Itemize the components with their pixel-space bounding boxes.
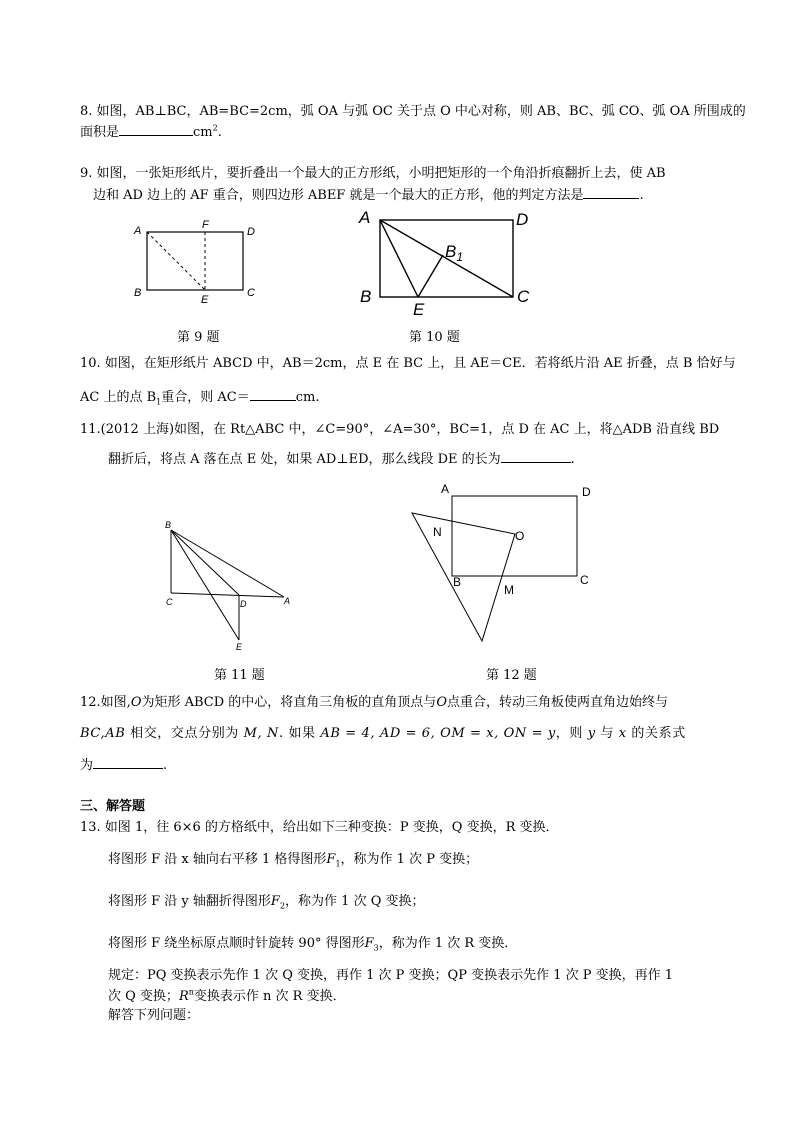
q8-line2-text: 面积是 — [80, 125, 120, 140]
q13-rn-sup: n — [188, 987, 194, 997]
q12-O1: O — [130, 695, 142, 710]
q13-rule2-post: 变换表示作 n 次 R 变换． — [193, 989, 346, 1004]
figure-11 — [160, 518, 295, 658]
q13-q-text: 将图形 F 沿 y 轴翻折得图形 — [108, 894, 271, 909]
q13-r-text: 将图形 F 绕坐标原点顺时针旋转 90° 得图形 — [108, 936, 365, 951]
q13-p-post: ，称为作 1 次 P 变换； — [340, 852, 479, 867]
fig9-label-C: C — [247, 287, 255, 299]
q12-text1: 为矩形 ABCD 的中心，将直角三角板的直角顶点与 — [141, 695, 437, 710]
q12-text3: 相交，交点分别为 — [125, 726, 244, 741]
figure-9 — [130, 218, 265, 308]
fig9-caption: 第 9 题 — [177, 330, 220, 345]
q13-r-post: ，称为作 1 次 R 变换． — [378, 936, 518, 951]
q12-line3 — [80, 754, 167, 773]
q10-line1: 10. 如图，在矩形纸片 ABCD 中，AB＝2cm，点 E 在 BC 上，且 AE＝CE．若将纸片沿 AE 折叠，点 B 恰好与 — [80, 356, 736, 371]
q8-line2 — [80, 121, 222, 140]
fig9-label-B: B — [134, 287, 142, 299]
q12-mn: M, N — [243, 726, 279, 741]
q9-answer-blank[interactable] — [583, 186, 639, 199]
fig10-caption: 第 10 题 — [409, 330, 460, 345]
q12-text7: 的关系式 — [626, 726, 686, 741]
q12-text4: . 如果 — [278, 726, 321, 741]
fig12-label-O: O — [515, 529, 525, 543]
fig10-label-A: A — [359, 208, 371, 227]
q13-f2: F — [270, 894, 280, 909]
fig10-label-D: D — [516, 210, 529, 229]
fig10-label-B1-letter: B — [445, 242, 457, 261]
q12-end: . — [163, 758, 168, 773]
q9-line2-text: 边和 AD 边上的 AF 重合，则四边形 ABEF 就是一个最大的正方形，他的判定方法是 — [93, 188, 584, 203]
fig9-label-A: A — [134, 225, 142, 237]
q12-answer-blank[interactable] — [93, 756, 163, 769]
q11-line1: 11.(2012 上海)如图，在 Rt△ABC 中，∠C=90°，∠A=30°，BC=1，点 D 在 AC 上，将△ADB 沿直线 BD — [80, 422, 720, 437]
q9-line2 — [93, 184, 644, 203]
figure-12 — [400, 478, 600, 648]
q9-line1: 9. 如图，一张矩形纸片，要折叠出一个最大的正方形纸，小明把矩形的一个角沿折痕翻折上去，使 AB — [80, 166, 666, 181]
fig9-label-D: D — [247, 226, 255, 238]
fig10-label-C: C — [517, 287, 530, 306]
q11-line2-text: 翻折后，将点 A 落在点 E 处，如果 AD⊥ED，那么线段 DE 的长为 — [108, 452, 501, 467]
q12-text6: 与 — [595, 726, 619, 741]
q10-line2-end: cm. — [295, 390, 320, 405]
q13-r-transform — [108, 932, 517, 953]
q8-unit-sup: 2 — [212, 123, 218, 133]
q13-f2-sub: 2 — [279, 901, 286, 911]
q13-f3-sub: 3 — [373, 943, 379, 953]
fig11-label-B: B — [165, 520, 172, 530]
fig9-label-E: E — [201, 294, 209, 306]
q12-text2: 点重合，转动三角板使两直角边始终与 — [446, 695, 668, 710]
q13-f1: F — [326, 852, 336, 867]
q13-p-text: 将图形 F 沿 x 轴向右平移 1 格得图形 — [108, 852, 327, 867]
fig11-caption: 第 11 题 — [214, 668, 265, 683]
q9-end: . — [639, 188, 644, 203]
fig9-label-F: F — [202, 219, 209, 231]
fig10-label-B: B — [360, 287, 372, 306]
q10-answer-blank[interactable] — [250, 388, 296, 401]
q13-rule1: 规定：PQ 变换表示先作 1 次 Q 变换，再作 1 次 P 变换；QP 变换表示先作 1 次 P 变换，再作 1 — [108, 968, 674, 983]
fig12-caption: 第 12 题 — [486, 668, 537, 683]
q13-rule2 — [108, 985, 346, 1004]
fig10-label-B1-sub: 1 — [456, 250, 464, 264]
q12-line2 — [80, 722, 686, 741]
fig12-label-M: M — [504, 583, 514, 597]
q13-f1-sub: 1 — [335, 859, 341, 869]
fig12-label-C: C — [580, 573, 589, 587]
figure-10 — [355, 205, 545, 319]
q8-end: . — [217, 125, 222, 140]
q13-line1: 13. 如图 1，往 6×6 的方格纸中，给出如下三种变换：P 变换，Q 变换，R 变换． — [80, 820, 559, 835]
q12-line1 — [80, 691, 668, 710]
section3-title: 三、解答题 — [80, 799, 146, 814]
fig11-label-E: E — [236, 642, 243, 652]
fig12-label-A: A — [441, 482, 450, 496]
q13-q-transform — [108, 890, 425, 911]
q13-f3: F — [364, 936, 374, 951]
q13-rule2-text: 次 Q 变换； — [108, 989, 179, 1004]
q12-text5: ，则 — [555, 726, 588, 741]
q12-y: y — [587, 726, 596, 741]
q10-line2 — [80, 386, 319, 407]
fig12-label-B: B — [453, 575, 462, 589]
q8-answer-blank[interactable] — [119, 123, 193, 136]
q11-answer-blank[interactable] — [501, 450, 571, 463]
q8-unit: cm — [193, 125, 213, 140]
fig10-label-B1 — [445, 242, 463, 264]
fig12-label-N: N — [433, 525, 442, 539]
q10-b1-sub: 1 — [156, 397, 162, 407]
fig11-label-C: C — [166, 597, 173, 607]
q10-line2-mid: 重合，则 AC＝ — [161, 390, 250, 405]
q11-line2 — [108, 448, 575, 467]
q12-line3-text: 为 — [80, 758, 94, 773]
q12-O2: O — [436, 695, 447, 710]
q12-conditions: AB = 4, AD = 6, OM = x, ON = y — [320, 726, 556, 741]
q8-line1: 8. 如图，AB⊥BC，AB=BC=2cm，弧 OA 与弧 OC 关于点 O 中心对称，则 AB、BC、弧 CO、弧 OA 所围成的 — [80, 104, 746, 119]
fig11-label-D: D — [240, 599, 247, 609]
q10-line2-text: AC 上的点 B — [80, 390, 157, 405]
q13-answer-prompt: 解答下列问题： — [108, 1008, 200, 1023]
q12-prefix: 12.如图, — [80, 695, 131, 710]
q13-q-post: ，称为作 1 次 Q 变换； — [285, 894, 425, 909]
q13-p-transform — [108, 848, 478, 869]
fig10-label-E: E — [413, 300, 425, 319]
q11-end: . — [570, 452, 575, 467]
fig11-label-A: A — [284, 596, 291, 606]
q12-bc-ab: BC,AB — [80, 726, 126, 741]
q13-rn: R — [178, 989, 189, 1004]
fig12-label-D: D — [582, 485, 591, 499]
q12-x: x — [618, 726, 627, 741]
